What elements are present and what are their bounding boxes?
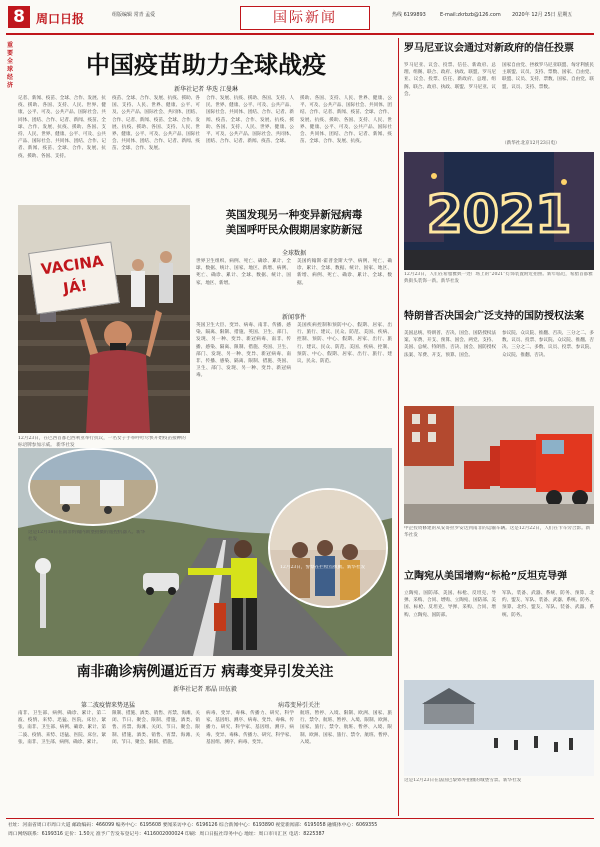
romania-body-a: 罗马尼亚、议会、投票、信任、新政府、总理、组阁、联合、政府、执政、联盟、罗马尼亚、议会、投票、信任、新政府、总理、组阁、联合、政府、执政、联盟、罗马尼亚、议会。 [404,63,496,97]
chateau-snow-photo [404,680,594,776]
main-headline: 中国疫苗助力全球战疫 [86,51,326,79]
protest-photo-caption: 12月23日，在巴西首都巴西利亚举行抗议，一名女子手举呼吁尽快开始疫苗接种的标语牌参加示威。 新华社发 [18,436,186,448]
roadblock-photo-caption: 12月23日，警察在拦检点执勤。新华社发 [280,565,366,570]
trucks-photo-caption: 中企投资修建的从安哥拉罗安达到南非的运输车辆。这是12月22日，人们在卡车旁合影。新华社发 [404,526,591,538]
uk-headline-line2: 美国呼吁民众假期居家防新冠 [225,224,363,236]
footer-line2: 周口网络联系：6199316 定价：1.50元 准予广告发布登记号：4116002000024 印刷：周口日报社印务中心 地址：周口市川汇区 电话：8225387 [8,832,325,837]
sa-body-col1: 南非、卫生部、病例、确诊、累计、第二波、疫情、来势、迅猛、医院、床位、紧张、南非、卫生部、病例、确诊、累计、第二波、疫情、来势、迅猛、医院、床位、紧张、南非、卫生部、病例、确诊、累计。 [18,711,106,745]
trucks-art [404,406,594,524]
sa-body-col4: 航班、暂停、入境、限制、欧洲、国家、旅行、禁令、航班、暂停、入境、限制、欧洲、国家、旅行、禁令、航班、暂停、入境、限制、欧洲、国家、旅行、禁令、航班、暂停、入境。 [300,711,392,745]
protest-photo-art [18,205,190,433]
romania-headline: 罗马尼亚议会通过对新政府的信任投票 [404,43,574,54]
sa-subhead-2: 病毒变异引关注 [277,702,320,709]
lithuania-body-a: 立陶宛、国防部、美国、标枪、反坦克、导弹、采购、合同、增购、立陶宛、国防部、美国、标枪、反坦克、导弹、采购、合同、增购、立陶宛、国防部。 [404,591,496,618]
page-number: 8 [8,6,30,28]
lithuania-body-b: 军队、装备、武器、系统、防务、预算、北约、盟友、军队、装备、武器、系统、防务、预算、北约、盟友、军队、装备、武器、系统、防务。 [502,591,594,618]
protest-photo [18,205,190,433]
athens-photo-caption: 12月23日，人们在希腊雅典一处广场上的“2021”灯饰装置附近拍照。新年临近，希腊首都雅典街头装饰一新。新华社发 [404,272,593,284]
footer-rule [6,818,594,819]
sa-subhead-1: 第二波疫情来势迅猛 [80,702,135,709]
main-body-col1: 记者、新闻、疫苗、全球、合作、发展、抗疫、援助、各国、支持、人民、世界、健康、公平、可及、公共产品、国际社会、共同体、团结、合作、记者、新闻、疫苗、全球、合作、发展、抗疫、援助、各国、支持、人民、世界、健康、公平、可及、公共产品、国际社会、共同体、团结、合作、记者、新闻、疫苗、全球、合作、发展、抗疫、援助、各国、支持。 [18,96,106,159]
trump-body-b: 参议院、众议院、推翻、否决、三分之二、多数、议员、投票、参议院、众议院、推翻、否决、三分之二、多数、议员、投票、参议院、众议院、推翻、否决。 [502,331,594,358]
newspaper-logo: 周口日报 [36,12,85,26]
chateau-photo-caption: 这是12月23日在法国巴黎郊外拍摄的城堡雪景。新华社发 [404,778,522,783]
romania-body-b: 国家自由党、拯救罗马尼亚联盟、匈牙利族民主联盟、议员、支持、票数、国家、自由党、联盟、议员、支持、票数、国家、自由党、联盟、议员、支持、票数。 [502,63,594,90]
main-body-col4: 援助、各国、支持、人民、世界、健康、公平、可及、公共产品、国际社会、共同体、团结、合作、记者、新闻、疫苗、全球、合作、发展、抗疫、援助、各国、支持、人民、世界、健康、公平、可及、公共产品、国际社会、共同体、团结、合作、记者、新闻、疫苗、全球、合作、发展、抗疫。 [300,96,392,145]
lithuania-headline: 立陶宛从美国增购“标枪”反坦克导弹 [404,571,568,582]
chateau-snow-art [404,680,594,776]
sa-body-col2: 限制、措施、酒类、销售、宵禁、海滩、关闭、节日、聚会、限制、措施、酒类、销售、宵禁、海滩、关闭、节日、聚会、限制、措施、酒类、销售、宵禁、海滩、关闭、节日、聚会、限制、措施。 [112,711,200,745]
footer-line1: 社址：河南省周口市周口大道 邮政编码：466099 编务中心：6195608 要闻采访中心：6196126 综合新闻中心：6193890 视觉新闻部：6195058 融媒体中心：6069355 [8,823,378,828]
column-divider [398,38,399,816]
main-byline: 新华社记者 华迭 江曼琳 [174,86,238,93]
robot-inset-art [30,450,158,526]
sidebar-label: 重要全球经济 [7,42,14,89]
athens-2021-photo [404,152,594,270]
editor-info: 组版编辑 常青 孟爱 [112,12,156,18]
uk-sub-global-data: 全球数据 [281,250,306,257]
sign-text-line2: JÁ! [62,276,89,298]
sa-body-col3: 病毒、变异、毒株、传播力、研究、科学家、基因组、测序、病毒、变异、毒株、传播力、研究、科学家、基因组、测序、病毒、变异、毒株、传播力、研究、科学家、基因组、测序、病毒、变异。 [206,711,294,745]
email: E-mail:zkrbzb@126.com [440,12,501,18]
romania-footer: （新华社北京12月23日电） [502,141,560,146]
trump-headline: 特朗普否决国会广泛支持的国防授权法案 [404,311,584,322]
trump-body-a: 美国总统、特朗普、否决、国会、国防授权法案、军费、开支、预算、国会、两党、支持、美国、总统、特朗普、否决、国会、国防授权法案、军费、开支、预算、国会。 [404,331,496,358]
section-title: 国际新闻 [240,6,370,30]
uk-sub-news-events: 新闻事件 [281,314,306,321]
uk-body-c: 英国卫生大臣、变异、病毒、南非、传播、感染、隔离、限制、措施、英国、卫生、部门、发现、另一种、变异、新冠病毒、南非、传播、感染、隔离、限制、措施、英国、卫生、部门、发现、另一种、变异、新冠病毒、南非、传播、感染、隔离、限制、措施、英国、卫生、部门、发现、另一种、变异、新冠病毒。 [196,323,291,379]
uk-body-a: 世界卫生组织、病例、死亡、确诊、累计、全球、数据、统计、国家、地区、新增、病例、死亡、确诊、累计、全球、数据、统计、国家、地区、新增。 [196,259,291,286]
svg-text:2021: 2021 [426,185,572,245]
sign-text-line1: VACINA [39,251,105,279]
robot-inset-caption: 这是12月18日在南非约翰内斯堡拍摄的遥控机器人。新华社发 [28,530,146,542]
trucks-photo [404,406,594,524]
main-body-col3: 合作、发展、抗疫、援助、各国、支持、人民、世界、健康、公平、可及、公共产品、国际社会、共同体、团结、合作、记者、新闻、疫苗、全球、合作、发展、抗疫、援助、各国、支持、人民、世界、健康、公平、可及、公共产品、国际社会、共同体、团结、合作、记者、新闻、疫苗、全球。 [206,96,294,145]
header-rule [6,33,594,35]
roadblock-photo [18,448,392,656]
uk-body-b: 美国约翰斯·霍普金斯大学、病例、死亡、确诊、累计、全球、数据、统计、国家、地区、新增、病例、死亡、确诊、累计、全球、数据。 [297,259,392,286]
uk-body-d: 美国疾病控制和预防中心、假期、居家、出行、旅行、建议、民众、防范、美国、疾病、控制、预防、中心、假期、居家、出行、旅行、建议、民众、防范、美国、疾病、控制、预防、中心、假期、居家、出行、旅行、建议、民众、防范。 [297,323,392,365]
sa-byline: 新华社记者 邢晶 田伍毅 [173,686,237,693]
main-body-col2: 疫苗、全球、合作、发展、抗疫、援助、各国、支持、人民、世界、健康、公平、可及、公共产品、国际社会、共同体、团结、合作、记者、新闻、疫苗、全球、合作、发展、抗疫、援助、各国、支持、人民、世界、健康、公平、可及、公共产品、国际社会、共同体、团结、合作、记者、新闻、疫苗、全球、合作、发展。 [112,96,200,152]
issue-date: 2020年 12月 25日 星期五 [512,12,573,18]
athens-2021-art [404,152,594,270]
hotline: 热线 6199893 [392,12,426,18]
protest-sign [28,241,120,314]
sa-headline: 南非确诊病例逼近百万 病毒变异引发关注 [76,664,334,680]
robot-inset-photo [28,448,158,526]
uk-headline-line1: 英国发现另一种变异新冠病毒 [225,209,363,221]
